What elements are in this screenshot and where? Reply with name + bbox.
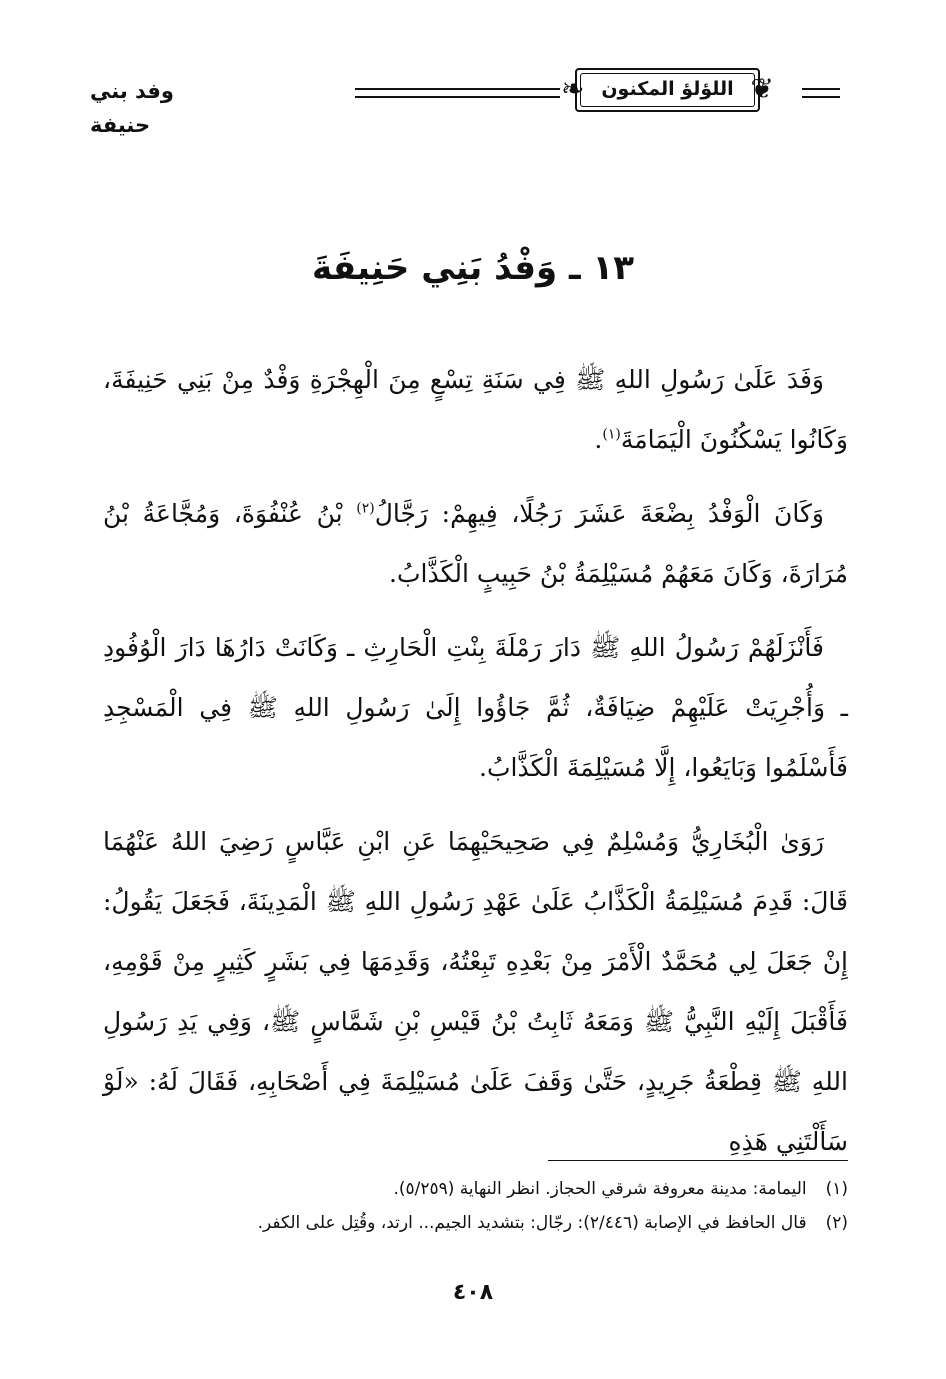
running-header [90, 60, 840, 137]
ornament-right-icon: ❦ [750, 72, 774, 105]
paragraph-text: رَوَىٰ الْبُخَارِيُّ وَمُسْلِمٌ فِي صَحِيحَيْهِمَا عَنِ ابْنِ عَبَّاسٍ رَضِيَ اللهُ عَنْهُمَا قَالَ: قَدِمَ مُسَيْلِمَةُ الْكَذَّابُ عَلَىٰ عَهْدِ رَسُولِ اللهِ ﷺ الْمَدِينَةَ، فَجَعَلَ يَقُولُ: إِنْ جَعَلَ لِي مُحَمَّدٌ الْأَمْرَ مِنْ بَعْدِهِ تَبِعْتُهُ، وَقَدِمَهَا فِي بَشَرٍ كَثِيرٍ مِنْ قَوْمِهِ، فَأَقْبَلَ إِلَيْهِ النَّبِيُّ ﷺ وَمَعَهُ ثَابِتُ بْنُ قَيْسِ بْنِ شَمَّاسٍ ﷺ، وَفِي يَدِ رَسُولِ اللهِ ﷺ قِطْعَةُ جَرِيدٍ، حَتَّىٰ وَقَفَ عَلَىٰ مُسَيْلِمَةَ فِي أَصْحَابِهِ، فَقَالَ لَهُ: «لَوْ سَأَلْتَنِي هَذِهِ [103, 827, 849, 1156]
footnote [103, 1206, 848, 1240]
footnotes [103, 1172, 848, 1240]
footnote-text: اليمامة: مدينة معروفة شرقي الحجاز. انظر النهاية (٥/٢٥٩). [393, 1179, 807, 1199]
footnote-number: (٢) [825, 1213, 848, 1233]
paragraph-text: فَأَنْزَلَهُمْ رَسُولُ اللهِ ﷺ دَارَ رَمْلَةَ بِنْتِ الْحَارِثِ ـ وَكَانَتْ دَارُهَا دَارَ الْوُفُودِ ـ وَأُجْرِيَتْ عَلَيْهِمْ ضِيَافَةٌ، ثُمَّ جَاؤُوا إِلَىٰ رَسُولِ اللهِ ﷺ فِي الْمَسْجِدِ فَأَسْلَمُوا وَبَايَعُوا، إِلَّا مُسَيْلِمَةَ الْكَذَّابُ. [103, 633, 848, 782]
paragraph-tail: بْنُ عُنْفُوَةَ، وَمُجَّاعَةُ بْنُ مُرَارَةَ، وَكَانَ مَعَهُمْ مُسَيْلِمَةُ بْنُ حَبِيبٍ الْكَذَّابُ. [103, 499, 848, 588]
header-rule-right [802, 88, 840, 98]
footnote [103, 1172, 848, 1206]
footnote-text: قال الحافظ في الإصابة (٢/٤٤٦): رجّال: بتشديد الجيم... ارتد، وقُتِل على الكفر. [257, 1213, 807, 1233]
ornament-left-icon: ❧ [561, 72, 585, 105]
paragraph [103, 812, 848, 1172]
paragraph [103, 618, 848, 798]
paragraph-text: وَكَانَ الْوَفْدُ بِضْعَةَ عَشَرَ رَجُلًا، فِيهِمْ: رَجَّالُ [374, 499, 824, 528]
book-title: اللؤلؤ المكنون [601, 78, 734, 100]
footnote-ref[interactable]: (٢) [356, 500, 375, 517]
paragraph [103, 350, 848, 470]
chapter-heading: ١٣ ـ وَفْدُ بَنِي حَنِيفَةَ [312, 248, 634, 288]
footnote-ref[interactable]: (١) [602, 426, 621, 443]
paragraph [103, 484, 848, 604]
paragraph-tail: . [594, 425, 603, 454]
header-rule-middle [355, 88, 560, 98]
footnote-number: (١) [825, 1179, 848, 1199]
body-text [103, 350, 848, 1186]
header-chapter-title: وفد بني حنيفة [90, 79, 174, 137]
paragraph-text: وَفَدَ عَلَىٰ رَسُولِ اللهِ ﷺ فِي سَنَةِ تِسْعٍ مِنَ الْهِجْرَةِ وَفْدٌ مِنْ بَنِي حَنِيفَةَ، وَكَانُوا يَسْكُنُونَ الْيَمَامَةَ [103, 365, 848, 454]
page-number: ٤٠٨ [452, 1280, 494, 1305]
footnote-separator [548, 1160, 848, 1161]
book-title-cartouche [561, 68, 774, 112]
